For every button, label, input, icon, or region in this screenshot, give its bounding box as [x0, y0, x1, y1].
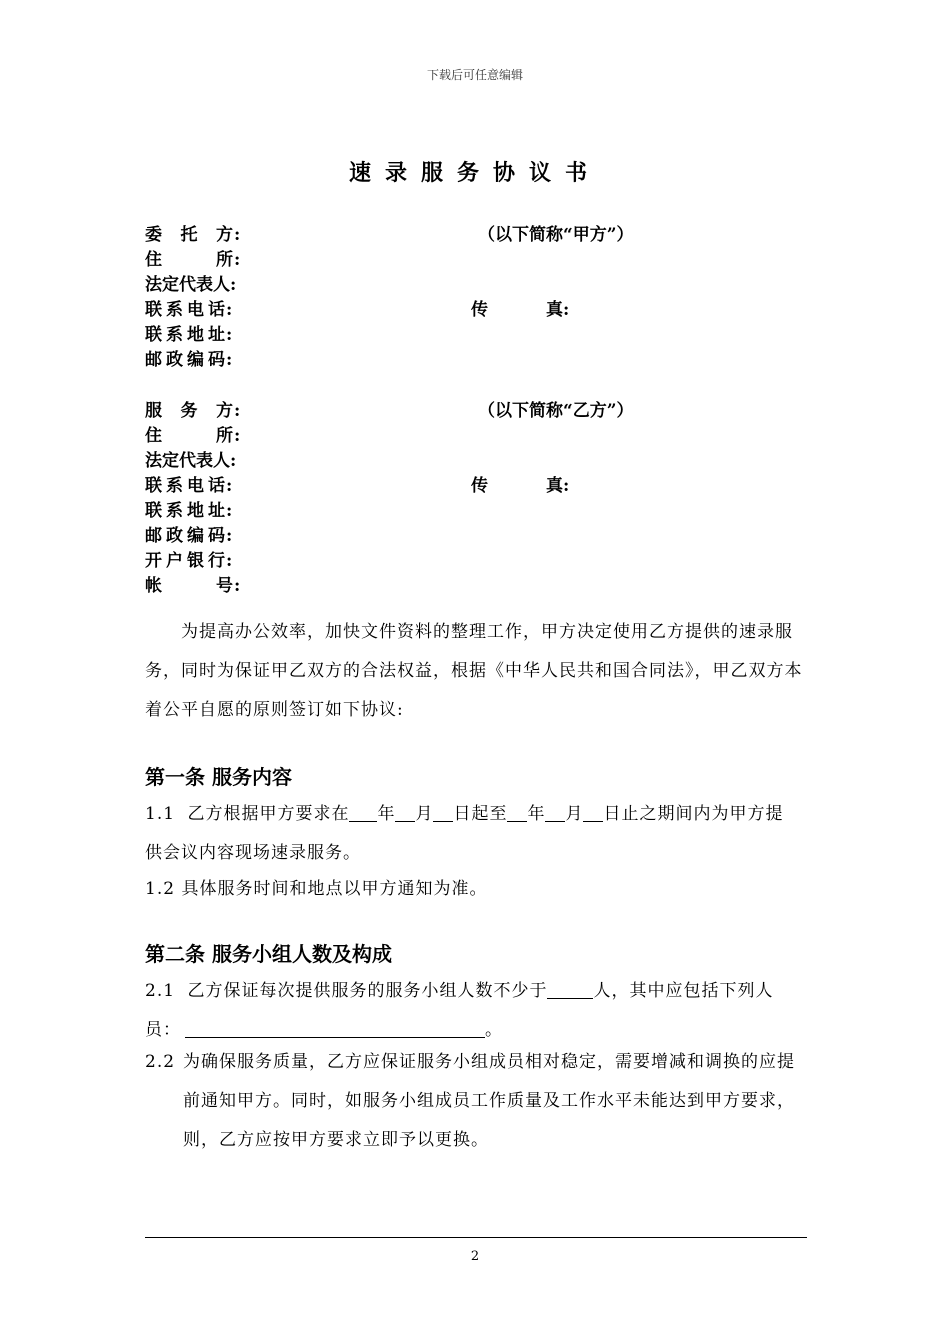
party-b-account-row: 帐号:	[145, 571, 240, 596]
section-2-heading: 第二条 服务小组人数及构成	[145, 942, 392, 966]
year2-label: 年	[527, 804, 546, 824]
members-blank	[185, 1020, 485, 1038]
party-b-phone-row: 联系电话:	[145, 471, 232, 496]
party-b-rep-row: 法定代表人:	[145, 451, 237, 471]
section-1-item-1-line-1	[145, 799, 783, 824]
party-b-rep-label: 法定代表人	[145, 451, 230, 471]
party-a-contact-address-label: 联系地址	[145, 325, 225, 345]
section-2-item-2-number: 2.2	[145, 1052, 176, 1072]
day-blank	[433, 804, 453, 822]
party-b-service-note: （以下简称“乙方”）	[478, 401, 634, 421]
section-1-heading: 第一条 服务内容	[145, 765, 292, 789]
page-number: 2	[470, 1249, 480, 1264]
party-a-phone-row: 联系电话:	[145, 295, 232, 320]
intro-paragraph	[145, 613, 810, 730]
party-b-postcode-label: 邮政编码	[145, 526, 225, 546]
year-label: 年	[377, 804, 396, 824]
document-title: 速录服务协议书	[348, 160, 601, 186]
page-header-note: 下载后可任意编辑	[426, 68, 523, 82]
section-2-item-1-number: 2.1	[145, 981, 176, 1001]
party-a-client-label: 委托方	[145, 225, 233, 245]
party-a-postcode-label: 邮政编码	[145, 350, 225, 370]
section-2-item-1-unit: 人，其中应包括下列人	[593, 981, 774, 1001]
party-b-contact-address-row: 联系地址:	[145, 496, 232, 521]
section-2-item-1-line-2	[145, 1015, 503, 1040]
party-a-phone-label: 联系电话	[145, 300, 225, 320]
party-a-postcode-row: 邮政编码:	[145, 345, 232, 370]
party-a-address-row: 住所:	[145, 245, 240, 270]
party-b-service-row: 服务方:	[145, 396, 240, 421]
party-b-postcode-row: 邮政编码:	[145, 521, 232, 546]
section-1-item-1-line-2: 供会议内容现场速录服务。	[145, 843, 361, 863]
section-2-item-1-text-b: 员：	[145, 1020, 181, 1040]
footer-divider	[145, 1237, 807, 1238]
day2-blank	[583, 804, 603, 822]
headcount-blank	[547, 981, 593, 999]
day-from-label: 日起至	[453, 804, 508, 824]
section-2-item-2	[145, 1043, 810, 1160]
section-2-item-1-end: 。	[485, 1020, 503, 1040]
month2-label: 月	[565, 804, 584, 824]
party-a-client-row: 委托方:	[145, 220, 240, 245]
party-b-account-label: 帐号	[145, 576, 233, 596]
party-b-fax-label: 传真	[471, 476, 563, 496]
party-b-address-label: 住所	[145, 426, 233, 446]
section-2-item-2-text: 为确保服务质量，乙方应保证服务小组成员相对稳定，需要增减和调换的应提前通知甲方。同时，如服务小组成员工作质量及工作水平未能达到甲方要求，则，乙方应按甲方要求立即予以更换。	[183, 1052, 795, 1150]
section-1-item-2: 1.2 具体服务时间和地点以甲方通知为准。	[145, 879, 488, 899]
party-a-rep-label: 法定代表人	[145, 275, 230, 295]
section-2-item-1-text-a: 乙方保证每次提供服务的服务小组人数不少于	[187, 981, 548, 1001]
intro-text: 为提高办公效率，加快文件资料的整理工作，甲方决定使用乙方提供的速录服务，同时为保证甲乙双方的合法权益，根据《中华人民共和国合同法》，甲乙双方本着公平自愿的原则签订如下协议:	[145, 622, 803, 720]
year-blank	[349, 804, 377, 822]
party-b-contact-address-label: 联系地址	[145, 501, 225, 521]
section-1-item-1-text-a: 乙方根据甲方要求在	[187, 804, 350, 824]
party-a-address-label: 住所	[145, 250, 233, 270]
party-b-bank-label: 开户银行	[145, 551, 225, 571]
party-a-rep-row: 法定代表人:	[145, 275, 237, 295]
party-b-fax-row: 传真:	[471, 471, 569, 496]
year2-blank	[507, 804, 527, 822]
party-a-client-note: （以下简称“甲方”）	[478, 225, 634, 245]
party-b-service-label: 服务方	[145, 401, 233, 421]
party-b-bank-row: 开户银行:	[145, 546, 232, 571]
party-b-address-row: 住所:	[145, 421, 240, 446]
month-blank	[395, 804, 415, 822]
section-2-item-1-line-1	[145, 976, 773, 1001]
party-b-phone-label: 联系电话	[145, 476, 225, 496]
day-to-label: 日止之期间内为甲方提	[603, 804, 784, 824]
party-a-fax-row: 传真:	[471, 295, 569, 320]
section-1-item-1-number: 1.1	[145, 804, 176, 824]
party-a-fax-label: 传真	[471, 300, 563, 320]
month2-blank	[545, 804, 565, 822]
party-a-contact-address-row: 联系地址:	[145, 320, 232, 345]
month-label: 月	[415, 804, 434, 824]
